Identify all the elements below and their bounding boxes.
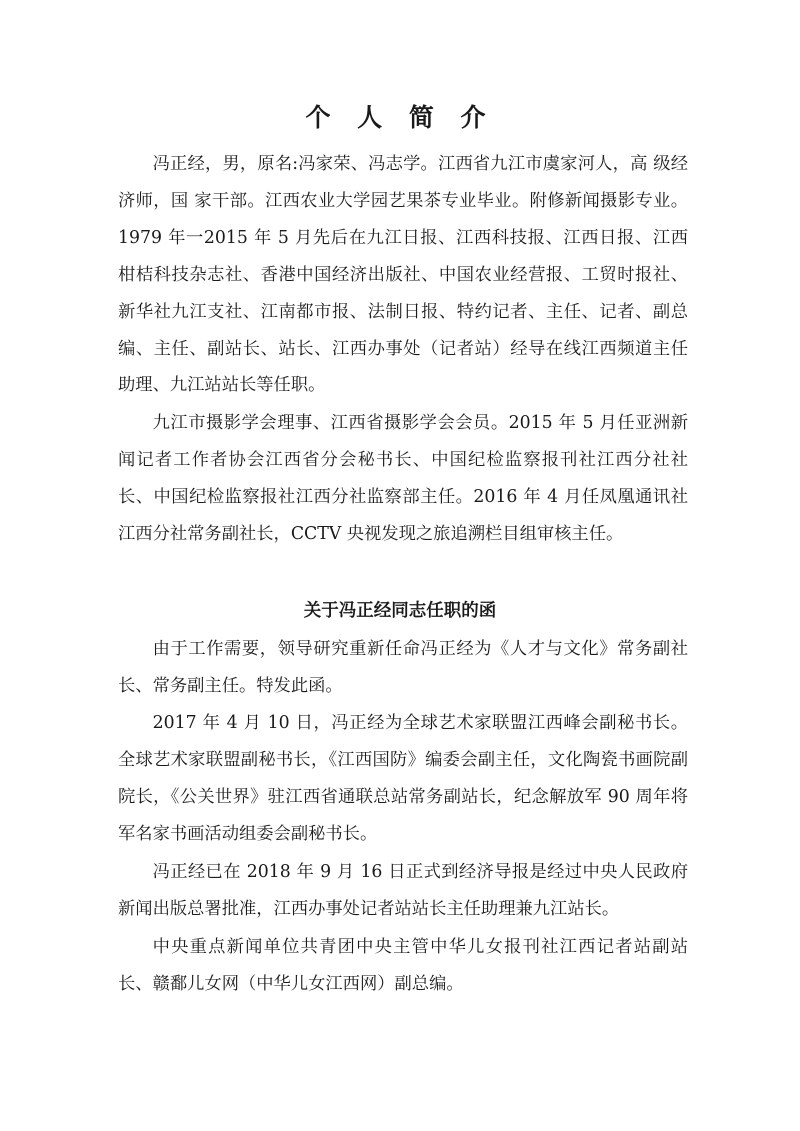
letter-paragraph-4: 中央重点新闻单位共青团中央主管中华儿女报刊社江西记者站副站长、赣鄱儿女网（中华儿女江西网）副总编。	[118, 937, 688, 994]
letter-paragraph-1: 由于工作需要，领导研究重新任命冯正经为《人才与文化》常务副社长、常务副主任。特发此函。	[118, 639, 688, 696]
document-title: 个 人 简 介	[305, 103, 495, 132]
letter-paragraph-2: 2017 年 4 月 10 日，冯正经为全球艺术家联盟江西峰会副秘书长。全球艺术家联盟副秘书长，《江西国防》编委会副主任，文化陶瓷书画院副院长，《公关世界》驻江西省通联总站常务副站长，纪念解放军 90 周年将军名家书画活动组委会副秘书长。	[118, 713, 688, 844]
letter-heading: 关于冯正经同志任职的函	[303, 601, 497, 621]
letter-paragraph-3: 冯正经已在 2018 年 9 月 16 日正式到经济导报是经过中央人民政府新闻出版总署批准，江西办事处记者站站长主任助理兼九江站长。	[118, 862, 688, 919]
bio-paragraph-1: 冯正经，男，原名:冯家荣、冯志学。江西省九江市虞家河人，高 级经济师，国 家干部。江西农业大学园艺果茶专业毕业。附修新闻摄影专业。1979 年一2015 年 5 月先后在九江日报、江西科技报、江西日报、江西柑桔科技杂志社、香港中国经济出版社、中国农业经营报、工贸时报社、新华社九江支社、江南都市报、法制日报、特约记者、主任、记者、副总编、主任、副站长、站长、江西办事处（记者站）经导在线江西频道主任助理、九江站站长等任职。	[118, 154, 688, 396]
bio-paragraph-2: 九江市摄影学会理事、江西省摄影学会会员。2015 年 5 月任亚洲新闻记者工作者协会江西省分会秘书长、中国纪检监察报刊社江西分社社长、中国纪检监察报社江西分社监察部主任。2016 年 4 月任凤凰通讯社江西分社常务副社长，CCTV 央视发现之旅追溯栏目组审核主任。	[118, 413, 688, 544]
